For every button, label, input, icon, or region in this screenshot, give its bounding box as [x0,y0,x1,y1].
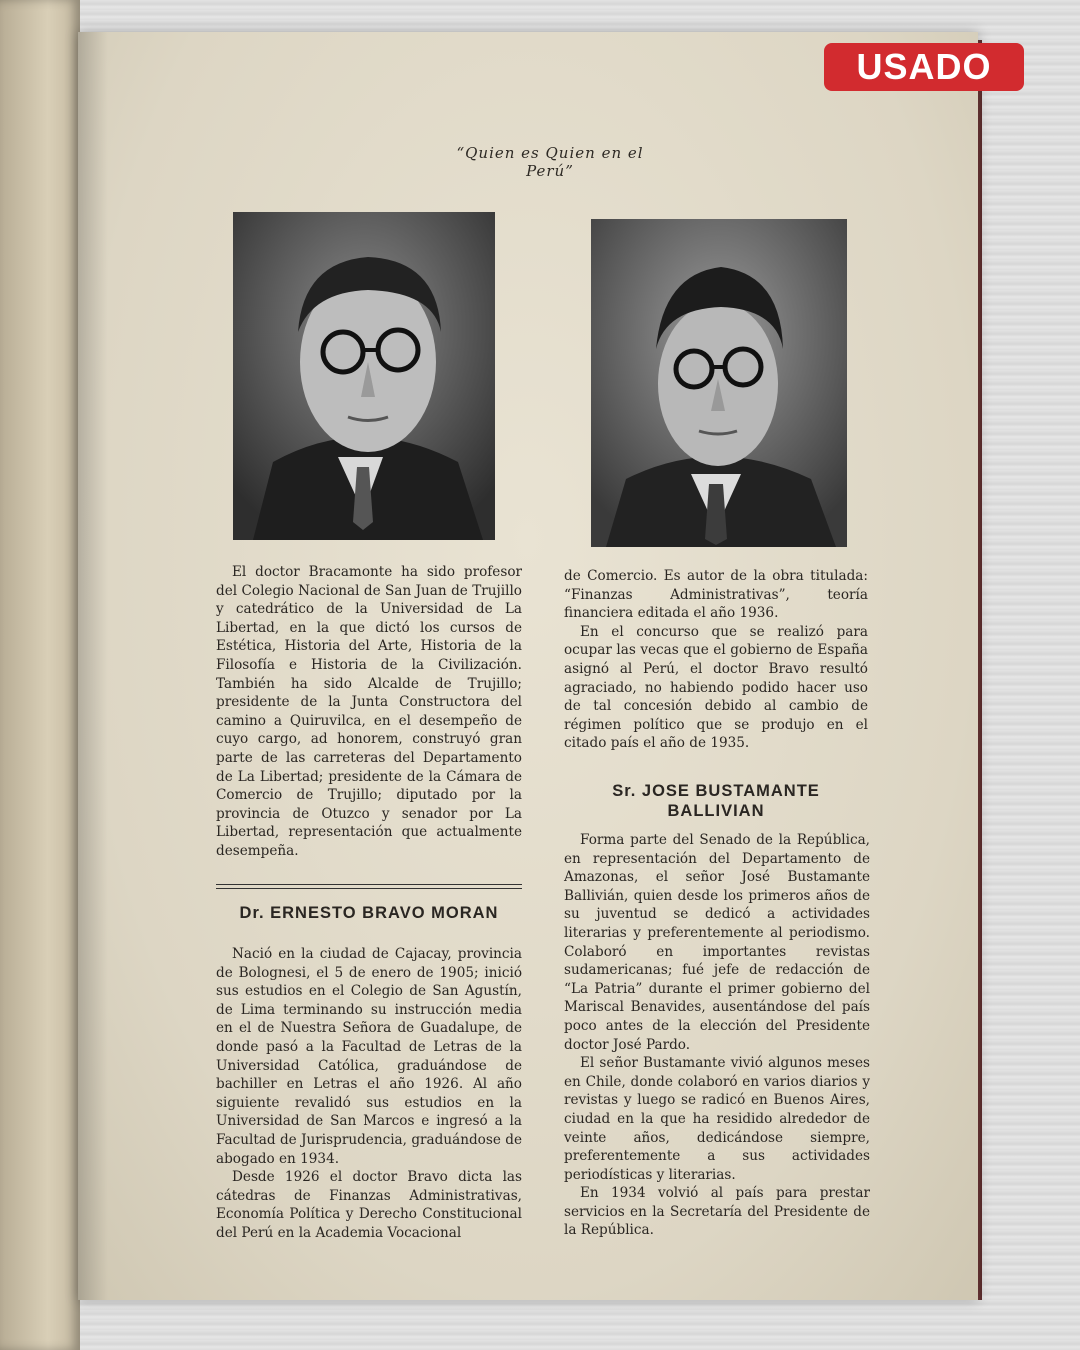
bravo-paragraph: Desde 1926 el doctor Bravo dicta las cátedras de Finanzas Administrativas, Economía Política y Derecho Constitucional del Perú en la Academia Vocacional [216,1169,522,1241]
bustamante-biography [564,831,870,1240]
bravo-moran-heading: Dr. ERNESTO BRAVO MORAN [239,904,499,922]
bracamonte-paragraph: El doctor Bracamonte ha sido profesor del Colegio Nacional de San Juan de Trujillo y catedrático de la Universidad de La Libertad, en la que dictó los cursos de Estética, Historia del Arte, Historia de la Filosofía e Historia de la Civilización. También ha sido Alcalde de Trujillo; presidente de la Junta Constructora del camino a Quiruvilca, en el desempeño de cuyo cargo, ad honorem, construyó gran parte de las carreteras del Departamento de La Libertad; presidente de la Cámara de Comercio de Trujillo; diputado por la provincia de Otuzco y senador por La Libertad, representación que actualmente desempeña. [216,564,522,859]
used-badge: USADO [824,43,1024,91]
page-header: “Quien es Quien en el Perú” [456,144,644,180]
bravo-continued-paragraph: de Comercio. Es autor de la obra titulada: “Finanzas Administrativas”, teoría financiera editada el año 1936. [564,568,868,622]
bravo-moran-biography-continued [564,567,868,753]
portrait-photo-bracamonte [233,212,495,540]
bustamante-paragraph: Forma parte del Senado de la República, en representación del Departamento de Amazonas, el señor José Bustamante Ballivián, quien desde los primeros años de su juventud se dedicó a actividades literarias y preferentemente al periodismo. Colaboró en importantes revistas sudamericanas; fué jefe de redacción de “La Patria” durante el primer gobierno del Mariscal Benavides, ausentándose del país poco antes de la elección del Presidente doctor José Pardo. [564,832,870,1053]
bustamante-heading-line: BALLIVIAN [667,802,765,820]
bravo-paragraph: Nació en la ciudad de Cajacay, provincia de Bolognesi, el 5 de enero de 1905; inició sus estudios en el Colegio de San Agustín, de Lima terminando su instrucción media en el de Nuestra Señora de Guadalupe, de donde pasó a la Facultad de Letras de la Universidad Católica, graduándose de bachiller en Letras el año 1926. Al año siguiente revalidó sus estudios en la Universidad de San Marcos e ingresó a la Facultad de Jurisprudencia, graduándose de abogado en 1934. [216,946,522,1167]
page-gutter-shadow [78,32,108,1300]
bustamante-heading [564,781,868,821]
bustamante-paragraph: El señor Bustamante vivió algunos meses en Chile, donde colaboró en varios diarios y revistas y luego se radicó en Buenos Aires, ciudad en la que ha residido alrededor de veinte años, dedicándose siempre, preferentemente a sus actividades periodísticas y literarias. [564,1055,870,1183]
section-divider [216,884,522,889]
bravo-moran-biography [216,945,522,1243]
portrait-photo-bravo-moran [591,219,847,547]
bustamante-paragraph: En 1934 volvió al país para prestar servicios en la Secretaría del Presidente de la República. [564,1185,870,1239]
facing-page-edge [0,0,80,1350]
bracamonte-biography [216,563,522,861]
bustamante-heading-line: Sr. JOSE BUSTAMANTE [612,782,820,800]
bravo-continued-paragraph: En el concurso que se realizó para ocupar las vecas que el gobierno de España asignó al Perú, el doctor Bravo resultó agraciado, no habiendo podido hacer uso de tal concesión debido al cambio de régimen político que se produjo en el citado país el año de 1935. [564,623,868,752]
